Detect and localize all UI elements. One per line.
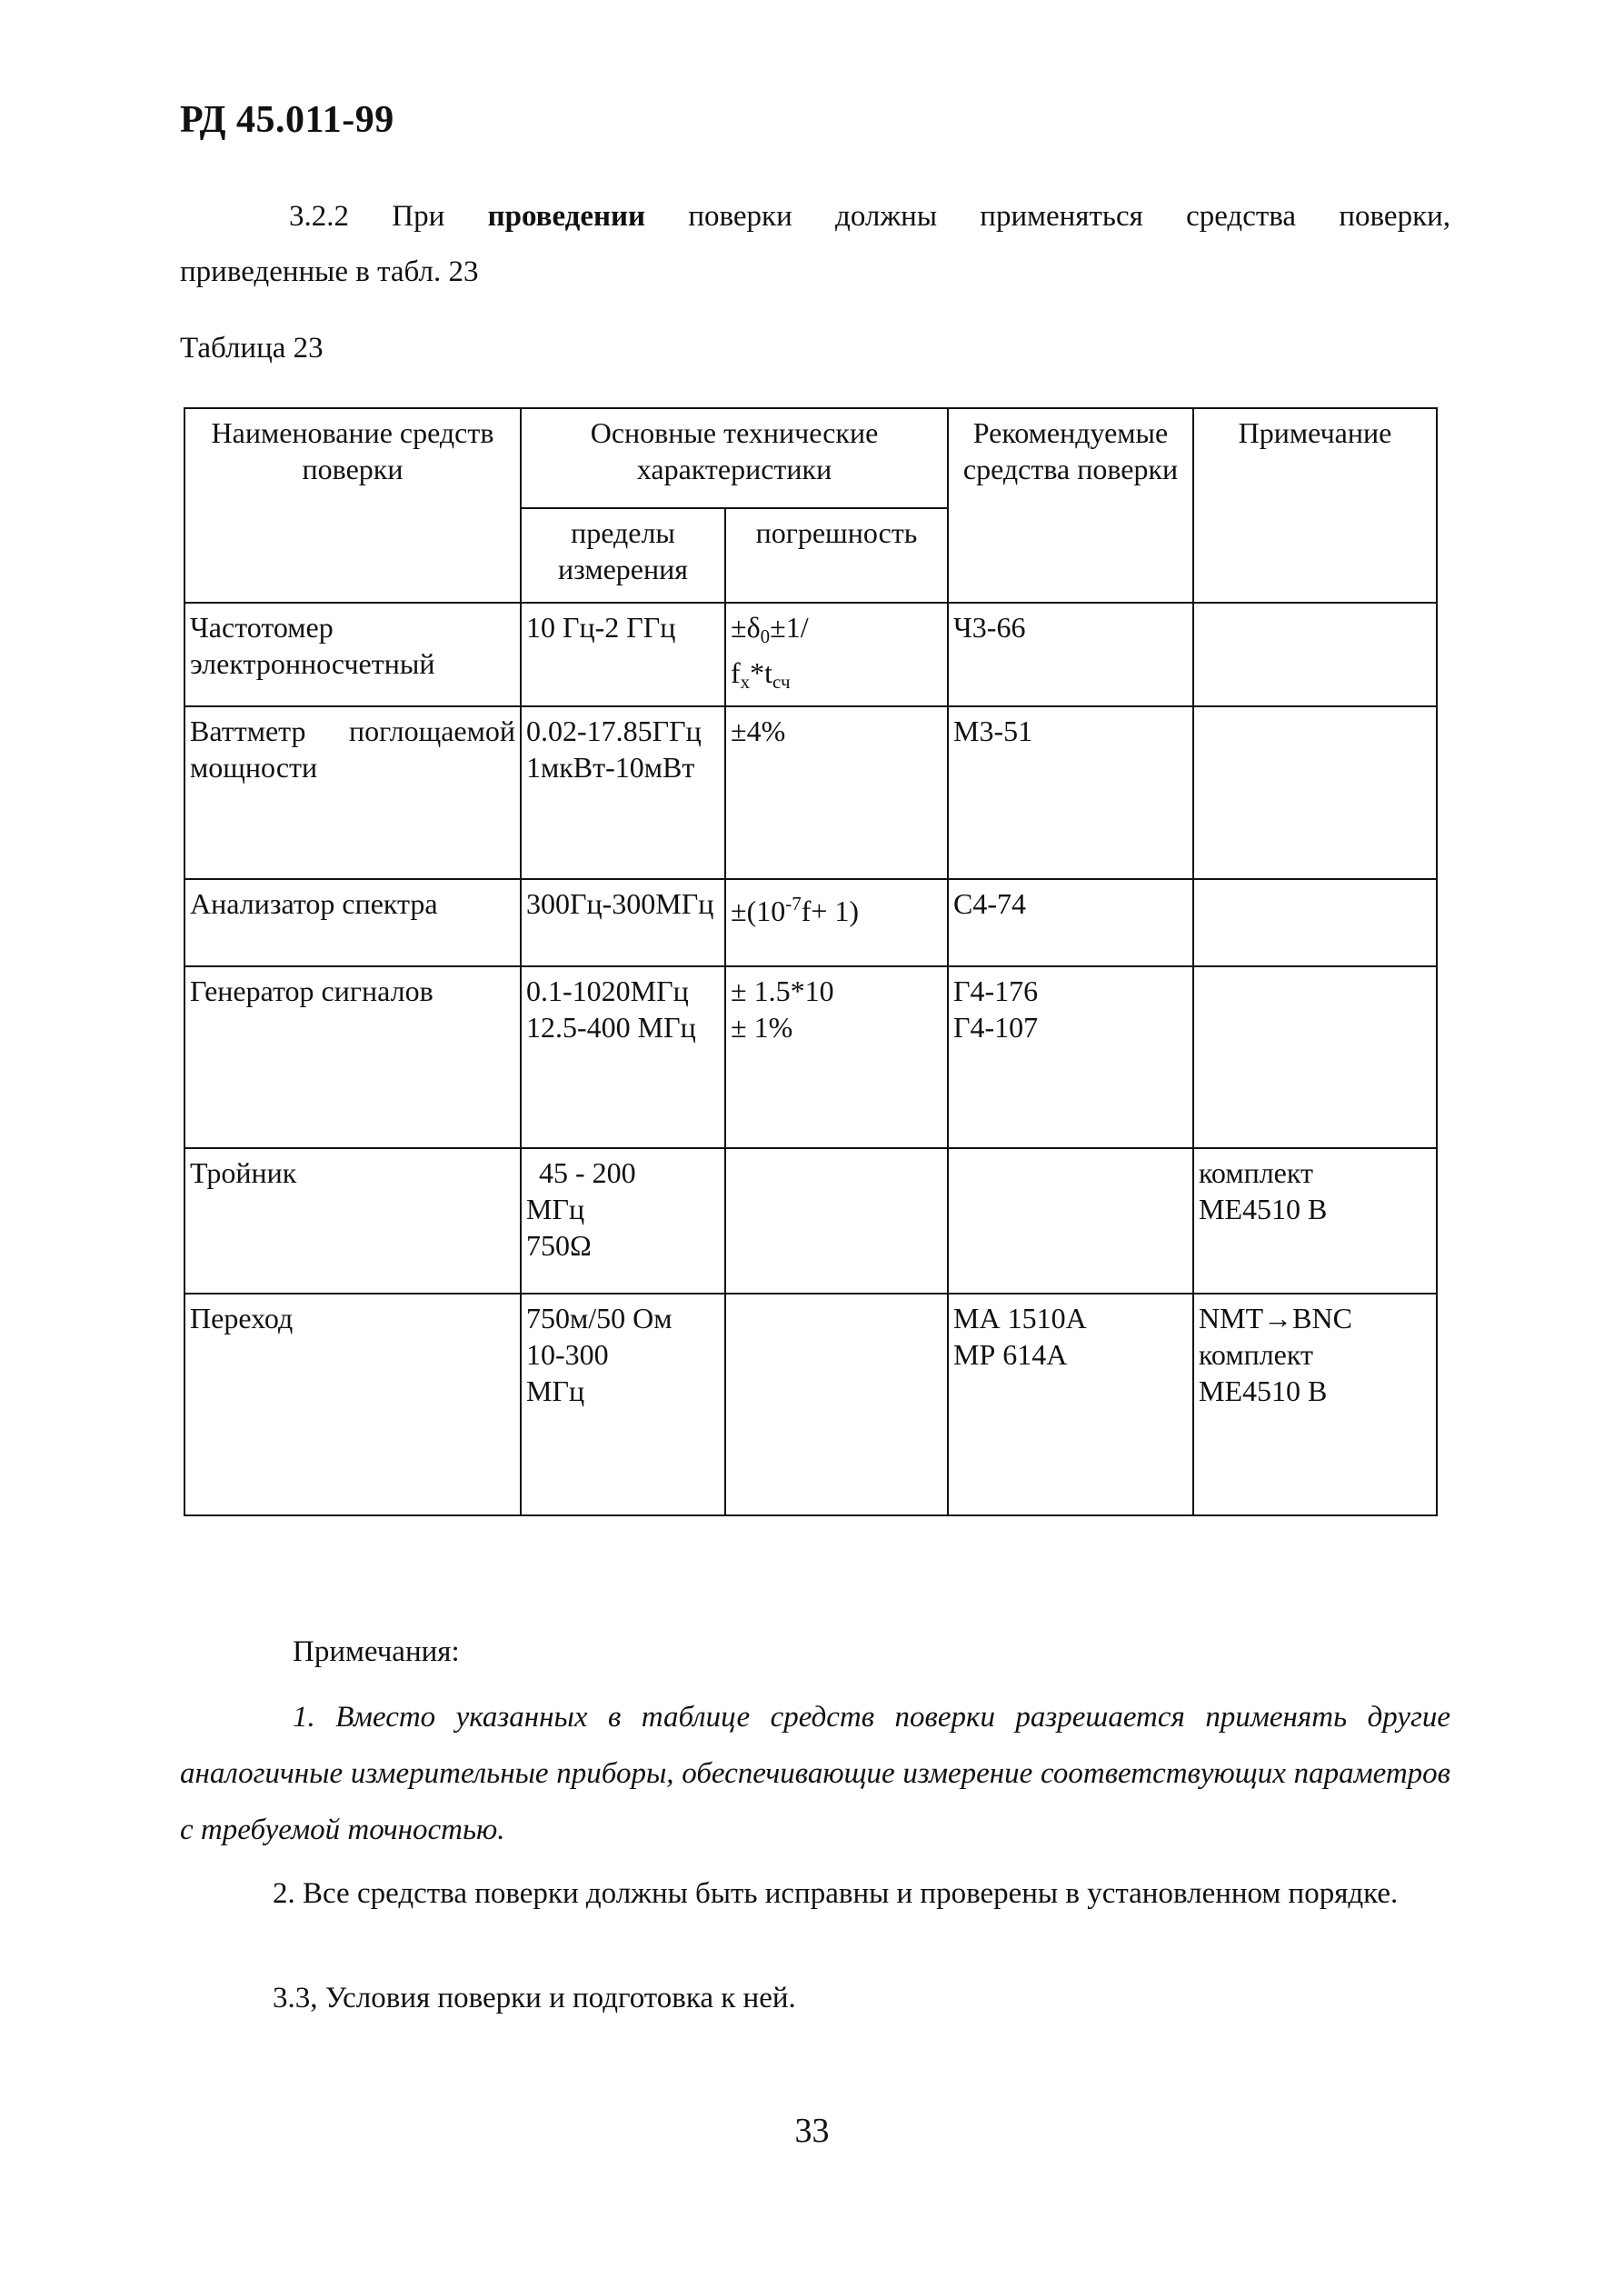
error-part: ±(10 [731,895,786,927]
cell-name: Тройник [184,1148,521,1294]
cell-recommended: Ч3-66 [948,603,1193,706]
header-limits: пределы измерения [521,508,725,603]
header-name: Наименование средств поверки [184,408,521,603]
cell-error: ±4% [725,706,948,879]
error-line: ± 1.5*10 [731,975,834,1007]
error-part: f [731,656,741,689]
table-row [184,879,1437,966]
cell-name: Генератор сигналов [184,966,521,1148]
table-caption: Таблица 23 [180,332,324,365]
cell-error [725,603,948,706]
cell-error [725,1294,948,1515]
cell-recommended [948,966,1193,1148]
error-line: ± 1% [731,1011,793,1044]
notes-title: Примечания: [293,1635,460,1668]
table-row [184,603,1437,706]
error-part: ±δ [731,611,761,644]
error-sub: 0 [760,625,771,647]
cell-recommended [948,1294,1193,1515]
intro-line-2: приведенные в табл. 23 [180,255,479,288]
limits-line: МГц [526,1374,585,1407]
cell-limits [521,706,725,879]
table-row [184,1294,1437,1515]
clause-number: 3.2.2 [289,200,349,233]
note-2: 2. Все средства поверки должны быть исправны и проверены в установленном порядке. [273,1877,1399,1910]
limits-line: 12.5-400 МГц [526,1011,696,1044]
note-line: ME4510 B [1199,1193,1328,1225]
intro-word-provedenii: проведении [487,200,646,233]
note-1: 1. Вместо указанных в таблице средств поверки разрешается применять другие аналогичные измерительные приборы, обеспечивающие измерение соответствующих параметров с требуемой точностью. [180,1701,1450,1846]
page-number: 33 [794,2112,830,2150]
table-row [184,966,1437,1148]
note-line: комплект [1199,1338,1313,1371]
intro-rest: поверки должны применяться средства поверки, [688,200,1451,233]
cell-note [1193,1148,1437,1294]
cell-recommended [948,1148,1193,1294]
limits-line: 750м/50 Ом [526,1302,673,1334]
cell-recommended: М3-51 [948,706,1193,879]
cell-name: Переход [184,1294,521,1515]
intro-word-pri: При [392,200,445,233]
limits-line: 0.1-1020МГц [526,975,689,1007]
cell-error [725,1148,948,1294]
limits-line: 10-300 [526,1338,609,1371]
limits-line: 0.02-17.85ГГц [526,715,702,747]
recommended-line: Г4-176 [953,975,1039,1007]
cell-recommended: С4-74 [948,879,1193,966]
table-row [184,706,1437,879]
limits-line: 750Ω [526,1229,592,1262]
header-recommended: Рекомендуемые средства поверки [948,408,1193,603]
cell-limits: 10 Гц-2 ГГц [521,603,725,706]
error-sub: x [740,671,751,693]
cell-note [1193,879,1437,966]
cell-name: Ваттметр поглощаемой мощности [184,706,521,879]
error-part: f+ 1) [801,895,860,927]
cell-note [1193,706,1437,879]
cell-note [1193,966,1437,1148]
cell-error [725,879,948,966]
cell-limits [521,1294,725,1515]
document-code: РД 45.011-99 [180,99,394,141]
cell-note [1193,603,1437,706]
header-main-characteristics: Основные технические характеристики [521,408,948,508]
verification-tools-table [184,407,1438,1516]
error-part: *t [750,656,773,689]
limits-line: МГц [526,1193,585,1225]
cell-note [1193,1294,1437,1515]
limits-line: 45 - 200 [539,1156,636,1189]
note-line: NMT→BNC [1199,1302,1352,1334]
intro-paragraph [289,198,1450,235]
header-note: Примечание [1193,408,1437,603]
cell-limits [521,1148,725,1294]
cell-error [725,966,948,1148]
recommended-line: МР 614А [953,1338,1068,1371]
recommended-line: МА 1510А [953,1302,1087,1334]
note-line: комплект [1199,1156,1313,1189]
cell-limits [521,966,725,1148]
cell-name: Частотомер электронносчетный [184,603,521,706]
header-error: погрешность [725,508,948,603]
table-row [184,1148,1437,1294]
error-sup: -7 [785,893,802,915]
recommended-line: Г4-107 [953,1011,1039,1044]
limits-line: 1мкВт-10мВт [526,751,695,784]
cell-name: Анализатор спектра [184,879,521,966]
error-sub: сч [772,671,791,693]
cell-limits: 300Гц-300МГц [521,879,725,966]
section-heading: 3.3, Условия поверки и подготовка к ней. [273,1982,796,2014]
note-line: ME4510 B [1199,1374,1328,1407]
error-part: ±1/ [770,611,809,644]
